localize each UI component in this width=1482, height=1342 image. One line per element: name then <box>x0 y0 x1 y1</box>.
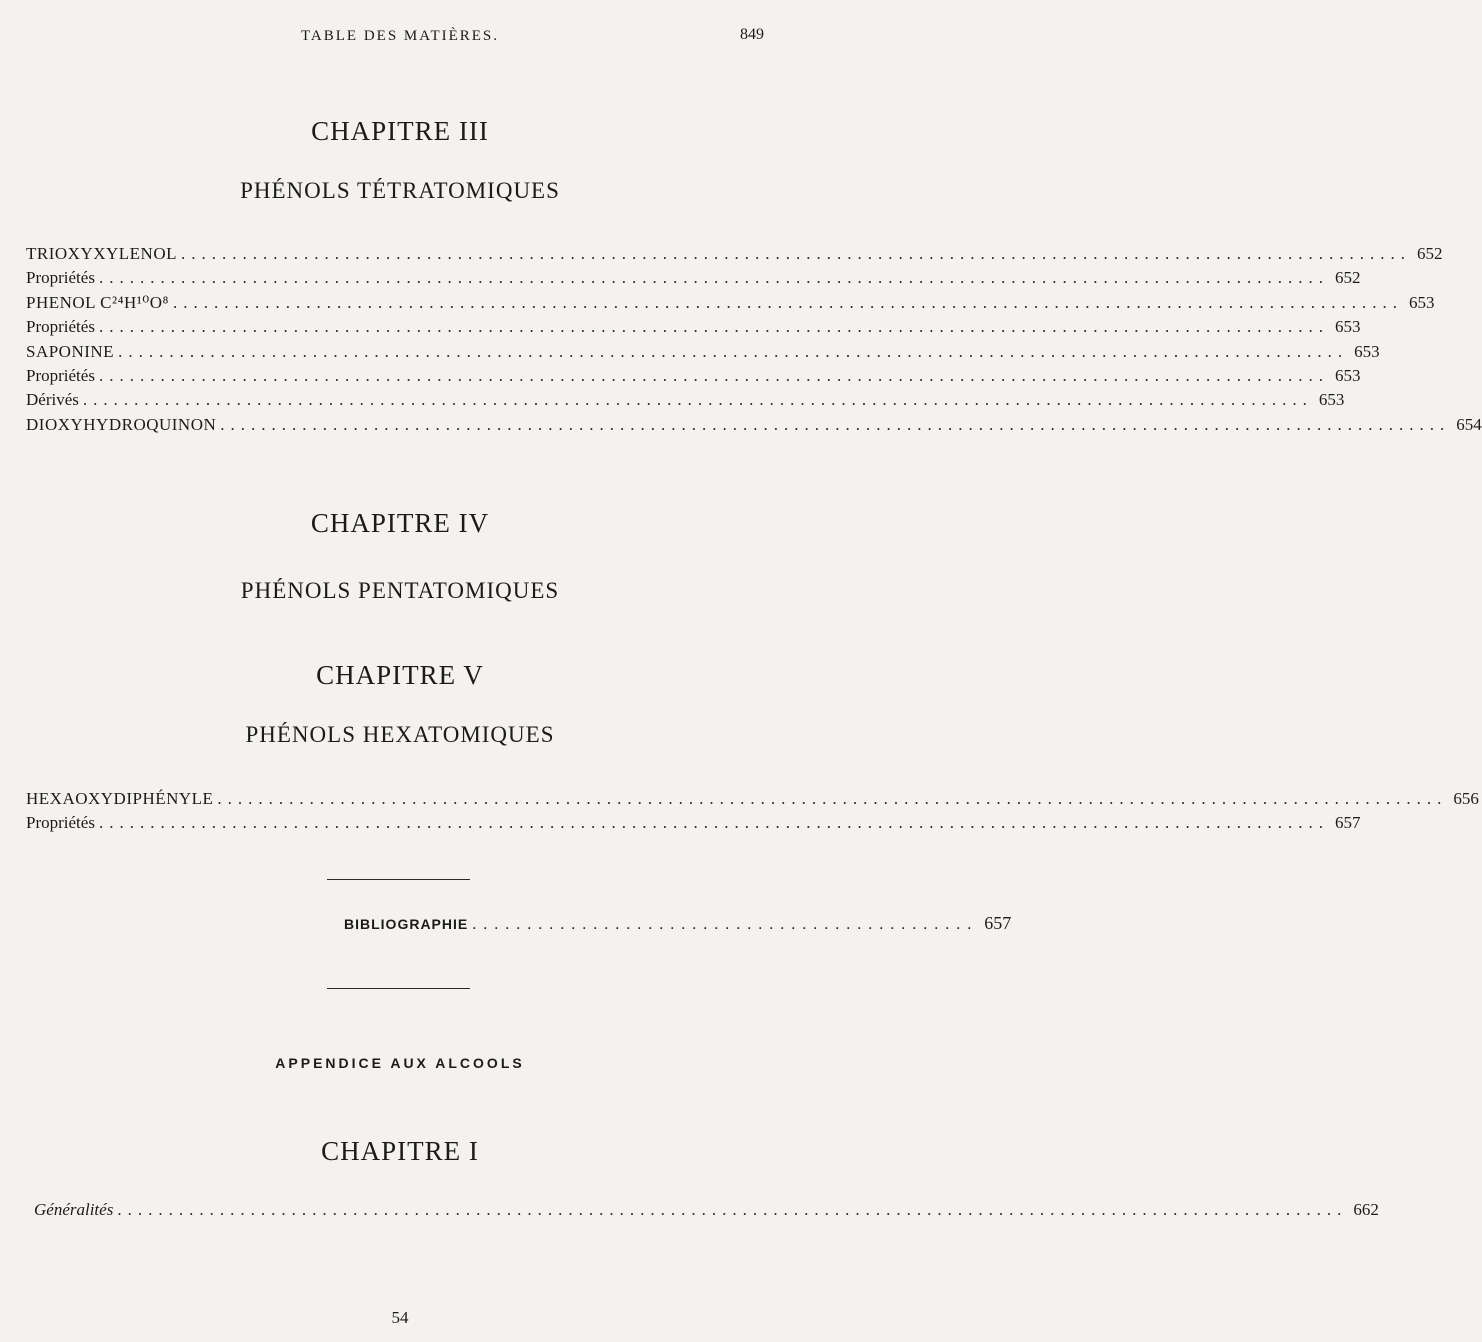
toc-entry <box>34 1198 1379 1222</box>
running-head: TABLE DES MATIÈRES. <box>300 28 500 44</box>
chapter-3-title: CHAPITRE III <box>311 116 489 146</box>
toc-entry-page: 652 <box>1334 268 1361 288</box>
toc-entry <box>26 315 1361 339</box>
toc-entry-page: 653 <box>1408 292 1435 312</box>
toc-entry-page: 654 <box>1456 414 1482 434</box>
toc-entry-label: Propriétés <box>26 268 95 288</box>
dot-leader: .............................................. <box>472 916 979 933</box>
toc-entry-page: 657 <box>1334 813 1361 833</box>
toc-entry-page: 653 <box>1334 317 1361 337</box>
dot-leader: ........................................................................................................................ <box>98 268 1329 288</box>
chapter-1-title: CHAPITRE I <box>321 1136 479 1166</box>
toc-entry-label: DIOXYHYDROQUINON <box>26 414 217 434</box>
chapter-5-title: CHAPITRE V <box>316 660 484 690</box>
toc-entry-label: Propriétés <box>26 317 95 337</box>
toc-entry-label: Propriétés <box>26 813 95 833</box>
dot-leader: ........................................................................................................................ <box>117 1200 1348 1219</box>
dot-leader: ........................................................................................................................ <box>217 789 1448 808</box>
chapter-5-toc <box>26 787 1479 836</box>
page-number-bottom: 54 <box>391 1308 409 1327</box>
toc-entry <box>26 340 1380 364</box>
toc-entry-page: 653 <box>1334 365 1361 385</box>
toc-entry <box>26 388 1345 412</box>
toc-entry <box>26 242 1443 266</box>
dot-leader: ........................................................................................................................ <box>98 365 1329 385</box>
chapter-1-toc <box>34 1198 1379 1222</box>
toc-entry <box>26 811 1361 835</box>
dot-leader: ........................................................................................................................ <box>172 292 1403 312</box>
toc-entry-label: PHENOL C²⁴H¹⁰O⁸ <box>26 292 169 312</box>
chapter-4-subtitle: PHÉNOLS PENTATOMIQUES <box>240 578 560 603</box>
bibliography-label: BIBLIOGRAPHIE <box>344 916 469 932</box>
toc-entry-page: 653 <box>1354 341 1380 361</box>
dot-leader: ........................................................................................................................ <box>98 317 1329 337</box>
toc-entry-label: HEXAOXYDIPHÉNYLE <box>26 789 214 808</box>
toc-entry-page: 656 <box>1453 789 1479 808</box>
dot-leader: ........................................................................................................................ <box>82 390 1313 410</box>
chapter-4-title: CHAPITRE IV <box>310 508 490 538</box>
toc-entry <box>26 291 1435 315</box>
chapter-3-toc <box>26 242 1482 437</box>
divider-rule <box>327 988 470 989</box>
dot-leader: ........................................................................................................................ <box>180 244 1411 263</box>
toc-entry-page: 653 <box>1318 390 1345 410</box>
divider-rule <box>327 879 470 880</box>
bibliography-entry <box>344 913 1012 934</box>
toc-entry-page: 652 <box>1416 244 1443 263</box>
dot-leader: ........................................................................................................................ <box>118 341 1349 361</box>
toc-entry <box>26 413 1482 437</box>
toc-entry <box>26 364 1361 388</box>
page-number-top: 849 <box>740 26 764 43</box>
bibliography-page: 657 <box>984 913 1012 933</box>
dot-leader: ........................................................................................................................ <box>220 414 1451 434</box>
appendix-title: APPENDICE AUX ALCOOLS <box>275 1055 525 1071</box>
dot-leader: ........................................................................................................................ <box>98 813 1329 833</box>
toc-entry-label: TRIOXYXYLENOL <box>26 244 177 263</box>
toc-entry <box>26 787 1479 811</box>
chapter-5-subtitle: PHÉNOLS HEXATOMIQUES <box>245 722 555 747</box>
toc-entry-label: Dérivés <box>26 390 79 410</box>
toc-entry <box>26 266 1361 290</box>
chapter-3-subtitle: PHÉNOLS TÉTRATOMIQUES <box>240 178 560 203</box>
toc-entry-label: Propriétés <box>26 365 95 385</box>
toc-entry-label: Généralités <box>34 1200 114 1219</box>
toc-entry-page: 662 <box>1353 1200 1379 1219</box>
toc-entry-label: SAPONINE <box>26 341 115 361</box>
